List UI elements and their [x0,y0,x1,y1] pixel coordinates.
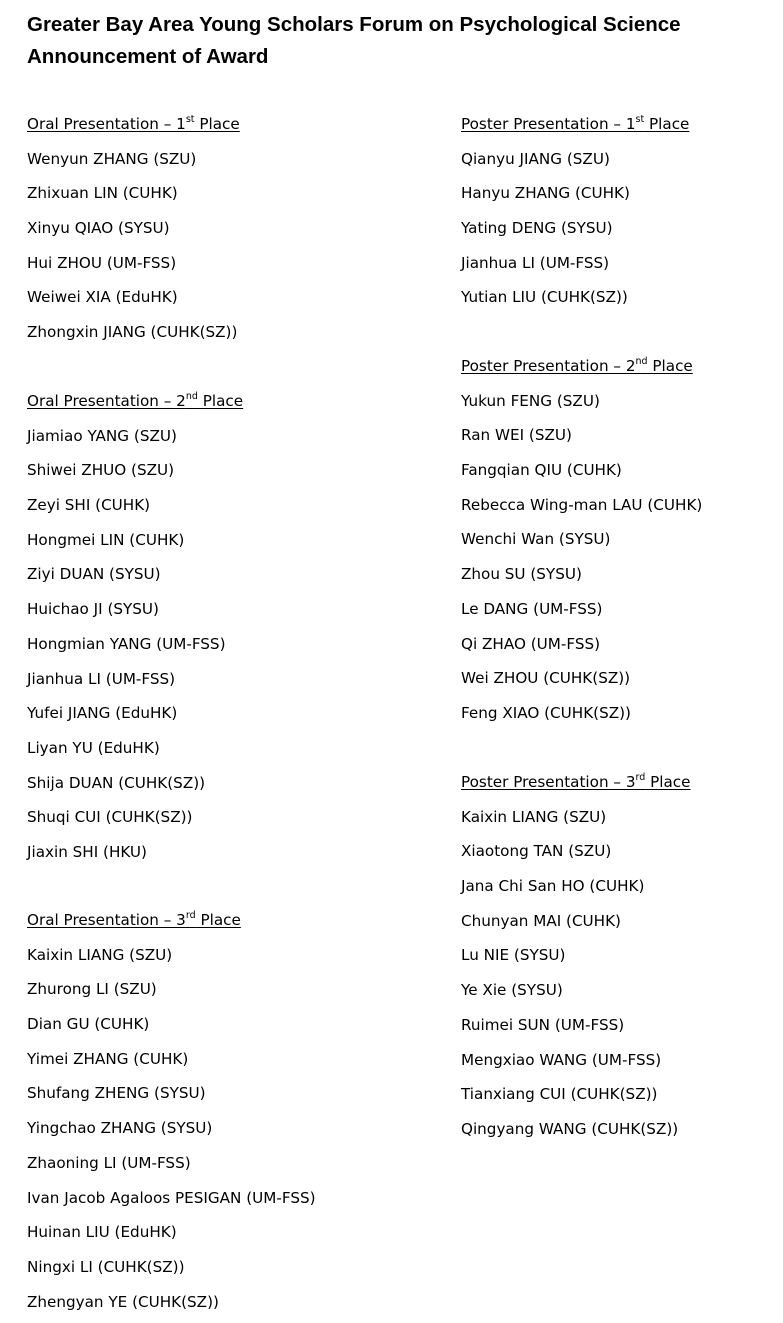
name-list-oral-3rd [27,942,316,1323]
awardee-name: Zhengyan YE (CUHK(SZ)) [27,1292,219,1311]
awardee-name: Jiaxin SHI (HKU) [27,842,147,861]
awardee-name: Wenchi Wan (SYSU) [461,530,611,549]
name-list-poster-3rd [461,804,691,1151]
awardee-name: Mengxiao WANG (UM-FSS) [461,1050,662,1069]
awardee-name: Hongmian YANG (UM-FSS) [27,634,226,653]
awardee-name: Shija DUAN (CUHK(SZ)) [27,773,206,792]
name-list-poster-2nd [461,388,702,735]
awardee-name: Xiaotong TAN (SZU) [461,842,612,861]
awardee-name: Le DANG (UM-FSS) [461,599,603,618]
awardee-name: Ruimei SUN (UM-FSS) [461,1015,625,1034]
awardee-name: Hongmei LIN (CUHK) [27,530,185,549]
section-heading-poster-3rd: Poster Presentation – 3rd Place [461,772,691,791]
awardee-name: Shufang ZHENG (SYSU) [27,1084,206,1103]
awardee-name: Hanyu ZHANG (CUHK) [461,184,630,203]
awardee-name: Qingyang WANG (CUHK(SZ)) [461,1119,679,1138]
awardee-name: Zhixuan LIN (CUHK) [27,184,178,203]
awardee-name: Ye Xie (SYSU) [461,981,563,1000]
section-heading-poster-2nd: Poster Presentation – 2nd Place [461,356,693,375]
awardee-name: Kaixin LIANG (SZU) [27,945,173,964]
awardee-name: Wei ZHOU (CUHK(SZ)) [461,669,631,688]
awardee-name: Huichao JI (SYSU) [27,600,159,619]
section-heading-oral-2nd: Oral Presentation – 2nd Place [27,391,244,410]
awardee-name: Yufei JIANG (EduHK) [27,704,178,723]
awardee-name: Hui ZHOU (UM-FSS) [27,253,177,272]
awardee-name: Weiwei XIA (EduHK) [27,288,178,307]
name-list-oral-1st [27,146,240,354]
section-heading-poster-1st: Poster Presentation – 1st Place [461,114,690,133]
awardee-name: Kaixin LIANG (SZU) [461,807,607,826]
awardee-name: Zeyi SHI (CUHK) [27,496,151,515]
title-line-1: Greater Bay Area Young Scholars Forum on Psychological Science [27,13,681,36]
awardee-name: Shuqi CUI (CUHK(SZ)) [27,808,193,827]
name-list-oral-2nd [27,423,243,874]
section-heading-oral-3rd: Oral Presentation – 3rd Place [27,910,241,929]
awardee-name: Yukun FENG (SZU) [461,391,600,410]
awardee-name: Liyan YU (EduHK) [27,738,160,757]
awardee-name: Qianyu JIANG (SZU) [461,149,610,168]
section-oral-1st [27,111,240,354]
section-oral-2nd [27,388,243,874]
awardee-name: Jiamiao YANG (SZU) [27,426,177,445]
awardee-name: Zhongxin JIANG (CUHK(SZ)) [27,323,238,342]
awardee-name: Wenyun ZHANG (SZU) [27,149,197,168]
awardee-name: Huinan LIU (EduHK) [27,1223,177,1242]
awardee-name: Yingchao ZHANG (SYSU) [27,1119,213,1138]
awardee-name: Ivan Jacob Agaloos PESIGAN (UM-FSS) [27,1188,316,1207]
name-list-poster-1st [461,146,689,319]
awardee-name: Ziyi DUAN (SYSU) [27,565,161,584]
section-poster-2nd [461,353,702,735]
awardee-name: Ran WEI (SZU) [461,426,572,445]
awardee-name: Ningxi LI (CUHK(SZ)) [27,1257,185,1276]
awardee-name: Lu NIE (SYSU) [461,946,566,965]
awardee-name: Zhou SU (SYSU) [461,565,582,584]
section-poster-1st [461,111,689,319]
awardee-name: Rebecca Wing-man LAU (CUHK) [461,495,703,514]
awardee-name: Jianhua LI (UM-FSS) [461,253,610,272]
awardee-name: Yutian LIU (CUHK(SZ)) [461,288,628,307]
awardee-name: Jana Chi San HO (CUHK) [461,877,645,896]
awardee-name: Dian GU (CUHK) [27,1015,150,1034]
awardee-name: Zhurong LI (SZU) [27,980,157,999]
awardee-name: Yimei ZHANG (CUHK) [27,1049,189,1068]
awardee-name: Zhaoning LI (UM-FSS) [27,1153,191,1172]
awardee-name: Shiwei ZHUO (SZU) [27,461,175,480]
section-oral-3rd [27,907,316,1323]
awardee-name: Xinyu QIAO (SYSU) [27,219,170,238]
awardee-name: Fangqian QIU (CUHK) [461,461,622,480]
awardee-name: Chunyan MAI (CUHK) [461,911,621,930]
title-line-2: Announcement of Award [27,45,269,68]
section-poster-3rd [461,769,691,1151]
awardee-name: Tianxiang CUI (CUHK(SZ)) [461,1085,658,1104]
announcement-title [27,9,681,73]
awardee-name: Qi ZHAO (UM-FSS) [461,634,601,653]
awardee-name: Jianhua LI (UM-FSS) [27,669,176,688]
section-heading-oral-1st: Oral Presentation – 1st Place [27,114,240,133]
awardee-name: Feng XIAO (CUHK(SZ)) [461,703,631,722]
awardee-name: Yating DENG (SYSU) [461,219,613,238]
